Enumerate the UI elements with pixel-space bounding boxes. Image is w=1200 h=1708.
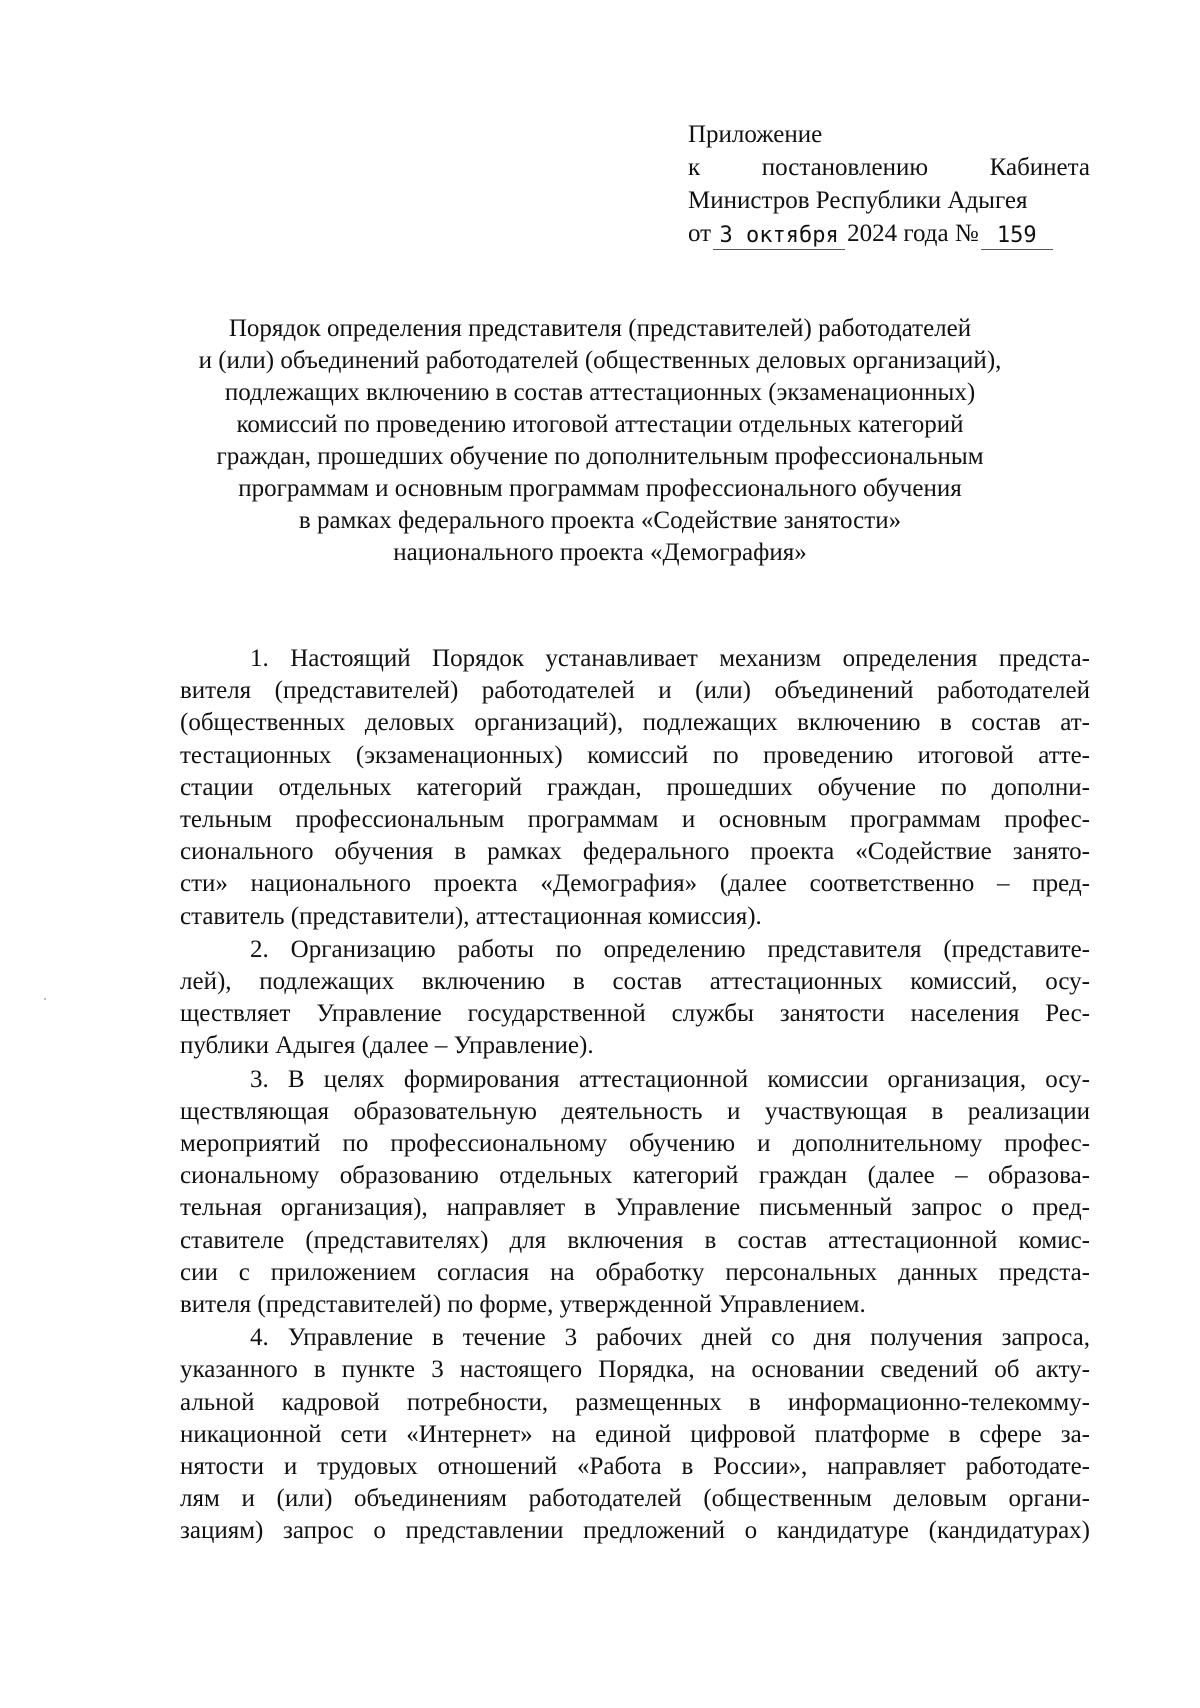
body-line: вителя (представителей) работодателей и (или) объединений работодателей — [180, 677, 1090, 705]
body-line: сионального обучения в рамках федерального проекта «Содействие занято- — [180, 838, 1090, 866]
paragraph-1 — [180, 643, 1090, 933]
scan-speck — [44, 998, 46, 1000]
title-line: граждан, прошедших обучение по дополнительным профессиональным — [216, 443, 984, 470]
body-line: лей), подлежащих включению в состав аттестационных комиссий, осу- — [180, 968, 1090, 996]
paragraph-2 — [180, 934, 1090, 1063]
document-title — [150, 313, 1050, 569]
body-line: 2. Организацию работы по определению представителя (представите- — [250, 935, 1090, 963]
body-line: 3. В целях формирования аттестационной комиссии организация, осу- — [250, 1065, 1090, 1093]
appendix-word: постановлению — [761, 154, 929, 181]
body-line: (общественных деловых организаций), подлежащих включению в состав ат- — [180, 709, 1090, 737]
body-line: мероприятий по профессиональному обучению и дополнительному профес- — [180, 1130, 1090, 1158]
body-line: зациям) запрос о представлении предложений о кандидатуре (кандидатурах) — [180, 1517, 1090, 1545]
body-line: сти» национального проекта «Демография» (далее соответственно – пред- — [180, 870, 1090, 898]
appendix-word: к — [688, 154, 701, 181]
appendix-issuer-line: Министров Республики Адыгея — [688, 187, 1028, 214]
document-body — [180, 643, 1090, 1548]
title-line: и (или) объединений работодателей (общественных деловых организаций), — [198, 347, 1002, 374]
appendix-reference-line — [688, 151, 1090, 184]
resolution-number-field: 159 — [981, 223, 1053, 250]
date-prefix: от — [688, 220, 712, 247]
title-line: комиссий по проведению итоговой аттестации отдельных категорий — [236, 411, 964, 438]
body-line: публики Адыгея (далее – Управление). — [180, 1032, 594, 1060]
body-line: ществляет Управление государственной службы занятости населения Рес- — [180, 1000, 1090, 1028]
paragraph-3 — [180, 1064, 1090, 1322]
date-year-number-label: 2024 года № — [847, 220, 979, 247]
body-line: указанного в пункте 3 настоящего Порядка, на основании сведений об акту- — [180, 1356, 1090, 1384]
appendix-word: Кабинета — [989, 154, 1090, 181]
paragraph-4 — [180, 1322, 1090, 1547]
body-line: тельная организация), направляет в Управление письменный запрос о пред- — [180, 1194, 1090, 1222]
body-line: 4. Управление в течение 3 рабочих дней со дня получения запроса, — [250, 1324, 1090, 1352]
title-line: подлежащих включению в состав аттестационных (экзаменационных) — [224, 379, 976, 406]
title-line: в рамках федерального проекта «Содействие занятости» — [298, 507, 902, 534]
appendix-heading: Приложение — [688, 121, 823, 148]
body-line: стации отдельных категорий граждан, прошедших обучение по дополни- — [180, 773, 1090, 801]
body-line: тестационных (экзаменационных) комиссий по проведению итоговой атте- — [180, 741, 1090, 769]
appendix-date-line — [688, 217, 1090, 250]
resolution-date-field: 3 октября — [713, 223, 845, 250]
title-line: программам и основным программам профессионального обучения — [238, 475, 962, 502]
body-line: никационной сети «Интернет» на единой цифровой платформе в сфере за- — [180, 1420, 1090, 1448]
title-line: Порядок определения представителя (представителей) работодателей — [228, 315, 972, 342]
body-line: ставителе (представителях) для включения в состав аттестационной комис- — [180, 1226, 1090, 1254]
body-line: вителя (представителей) по форме, утвержденной Управлением. — [180, 1291, 866, 1319]
title-line: национального проекта «Демография» — [393, 539, 807, 566]
body-line: тельным профессиональным программам и основным программам профес- — [180, 806, 1090, 834]
body-line: альной кадровой потребности, размещенных в информационно-телекомму- — [180, 1388, 1090, 1416]
body-line: сиональному образованию отдельных категорий граждан (далее – образова- — [180, 1162, 1090, 1190]
body-line: лям и (или) объединениям работодателей (общественным деловым органи- — [180, 1485, 1090, 1513]
body-line: нятости и трудовых отношений «Работа в России», направляет работодате- — [180, 1453, 1090, 1481]
body-line: 1. Настоящий Порядок устанавливает механизм определения предста- — [250, 645, 1090, 672]
appendix-block — [688, 118, 1090, 250]
body-line: ществляющая образовательную деятельность и участвующая в реализации — [180, 1097, 1090, 1125]
body-line: сии с приложением согласия на обработку персональных данных предста- — [180, 1258, 1090, 1286]
body-line: ставитель (представители), аттестационная комиссия). — [180, 902, 762, 930]
